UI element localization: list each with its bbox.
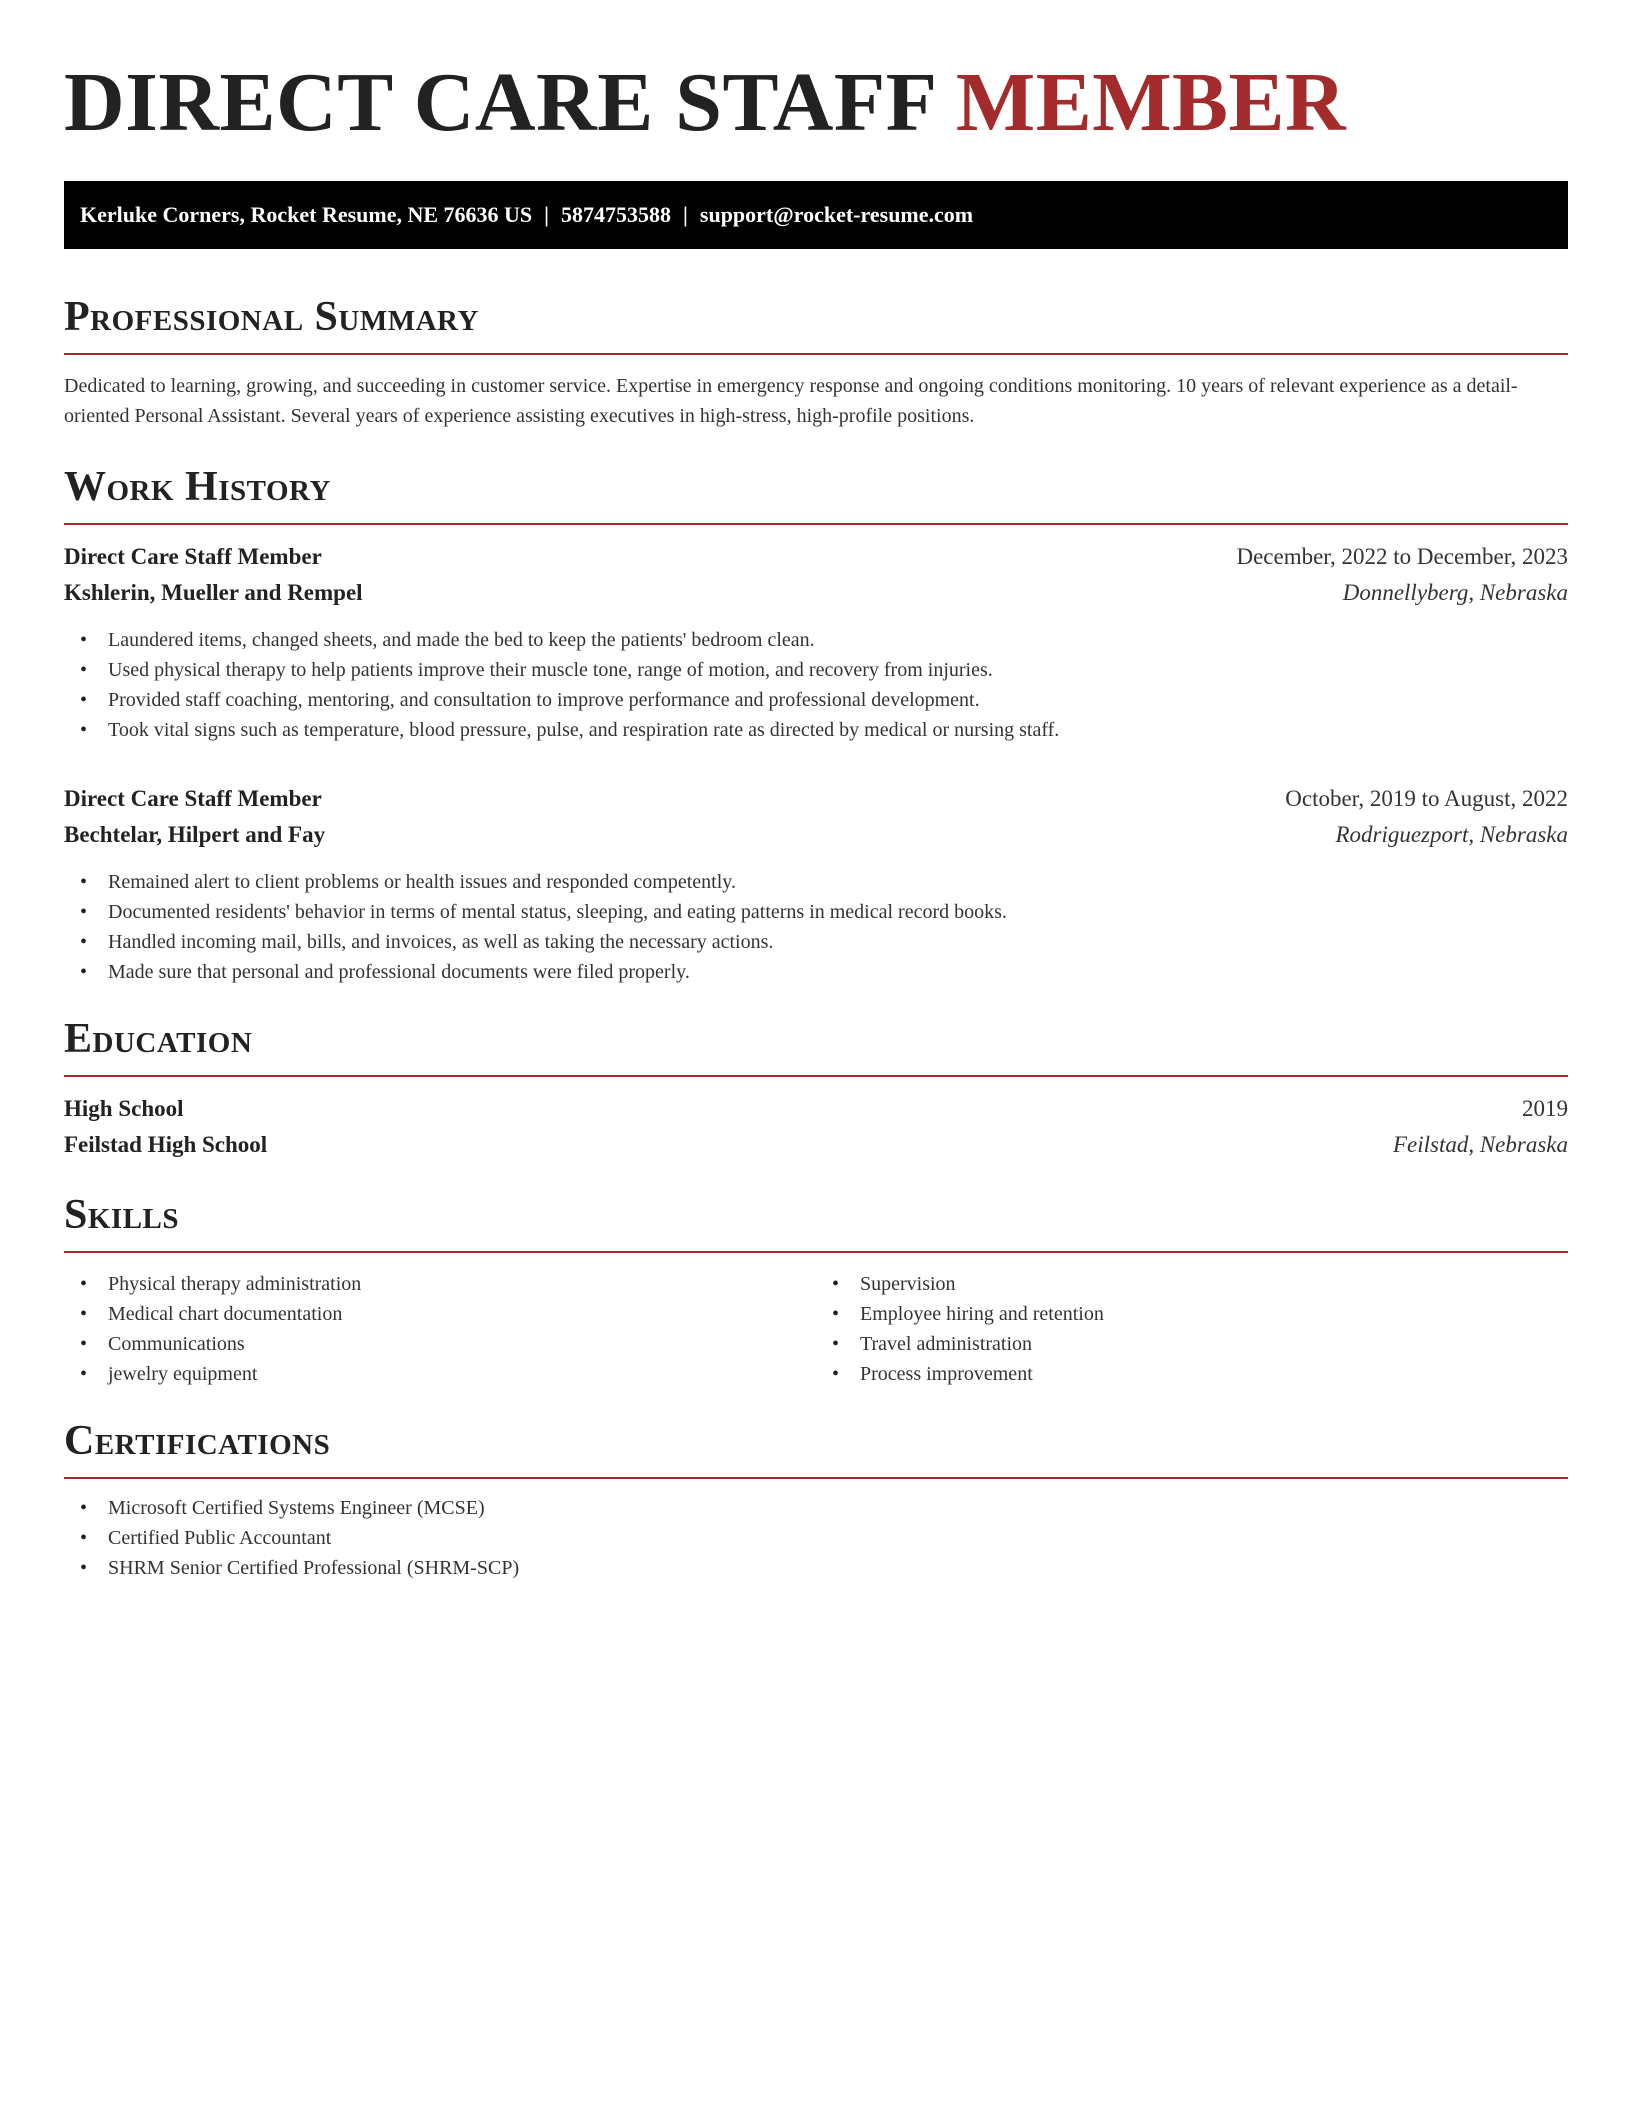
section-divider (64, 1075, 1568, 1077)
section-divider (64, 1251, 1568, 1253)
education-entry (64, 1091, 1568, 1163)
job-company: Bechtelar, Hilpert and Fay (64, 822, 326, 847)
job-title: Direct Care Staff Member (64, 786, 322, 811)
certification-item: • Microsoft Certified Systems Engineer (MCSE) (80, 1493, 1568, 1523)
title-main: DIRECT CARE STAFF (64, 56, 935, 149)
section-divider (64, 353, 1568, 355)
job-location: Rodriguezport, Nebraska (1335, 822, 1568, 847)
contact-address: Kerluke Corners, Rocket Resume, NE 76636 US (80, 202, 533, 227)
skills-section (64, 1189, 1568, 1389)
job-location: Donnellyberg, Nebraska (1342, 580, 1568, 605)
education-year: 2019 (1522, 1096, 1568, 1121)
contact-separator: | (683, 202, 688, 227)
summary-text: Dedicated to learning, growing, and succeeding in customer service. Expertise in emergency response and ongoing conditions monitoring. 10 years of relevant experience as a detail-oriented Personal Assistant. Several years of experience assisting executives in high-stress, high-profile positions. (64, 375, 1518, 427)
skill-item: • Process improvement (832, 1359, 1568, 1389)
list-item: • Took vital signs such as temperature, blood pressure, pulse, and respiration rate as directed by medical or nursing staff. (80, 715, 1568, 745)
education-degree: High School (64, 1096, 184, 1121)
section-divider (64, 1477, 1568, 1479)
job-title: Direct Care Staff Member (64, 544, 322, 569)
job-entry (64, 781, 1568, 987)
skill-item: • Physical therapy administration (80, 1269, 816, 1299)
skill-item: • jewelry equipment (80, 1359, 816, 1389)
skills-list-right (816, 1269, 1568, 1389)
skill-item: • Supervision (832, 1269, 1568, 1299)
skill-item: • Medical chart documentation (80, 1299, 816, 1329)
title-accent: MEMBER (955, 56, 1347, 149)
contact-phone: 5874753588 (561, 202, 672, 227)
skill-item: • Travel administration (832, 1329, 1568, 1359)
list-item: • Made sure that personal and professional documents were filed properly. (80, 957, 1568, 987)
certifications-heading: Certifications (64, 1418, 331, 1464)
list-item: • Documented residents' behavior in terms of mental status, sleeping, and eating patterns in medical record books. (80, 897, 1568, 927)
skill-item: • Communications (80, 1329, 816, 1359)
list-item: • Used physical therapy to help patients improve their muscle tone, range of motion, and recovery from injuries. (80, 655, 1568, 685)
contact-separator: | (544, 202, 550, 227)
section-divider (64, 523, 1568, 525)
education-school: Feilstad High School (64, 1132, 268, 1157)
list-item: • Handled incoming mail, bills, and invoices, as well as taking the necessary actions. (80, 927, 1568, 957)
certification-item: • Certified Public Accountant (80, 1523, 1568, 1553)
skills-columns (64, 1269, 1568, 1389)
skills-list-left (64, 1269, 816, 1389)
work-history-section (64, 461, 1568, 987)
certifications-section (64, 1415, 1568, 1583)
certification-item: • SHRM Senior Certified Professional (SHRM-SCP) (80, 1553, 1568, 1583)
list-item: • Remained alert to client problems or health issues and responded competently. (80, 867, 1568, 897)
certifications-list (64, 1493, 1568, 1583)
education-heading: Education (64, 1016, 253, 1062)
job-company: Kshlerin, Mueller and Rempel (64, 580, 363, 605)
contact-email: support@rocket-resume.com (699, 202, 974, 227)
skill-item: • Employee hiring and retention (832, 1299, 1568, 1329)
job-entry (64, 539, 1568, 745)
summary-heading: Professional Summary (64, 294, 479, 340)
resume-title (64, 48, 1568, 158)
education-location: Feilstad, Nebraska (1392, 1132, 1568, 1157)
job-duties-list (64, 625, 1568, 745)
summary-section (64, 291, 1568, 431)
job-dates: December, 2022 to December, 2023 (1236, 544, 1568, 569)
education-section (64, 1013, 1568, 1163)
job-duties-list (64, 867, 1568, 987)
job-dates: October, 2019 to August, 2022 (1285, 786, 1568, 811)
list-item: • Laundered items, changed sheets, and made the bed to keep the patients' bedroom clean. (80, 625, 1568, 655)
work-history-heading: Work History (64, 464, 331, 510)
skills-heading: Skills (64, 1192, 180, 1238)
contact-bar (64, 181, 1568, 249)
list-item: • Provided staff coaching, mentoring, and consultation to improve performance and professional development. (80, 685, 1568, 715)
